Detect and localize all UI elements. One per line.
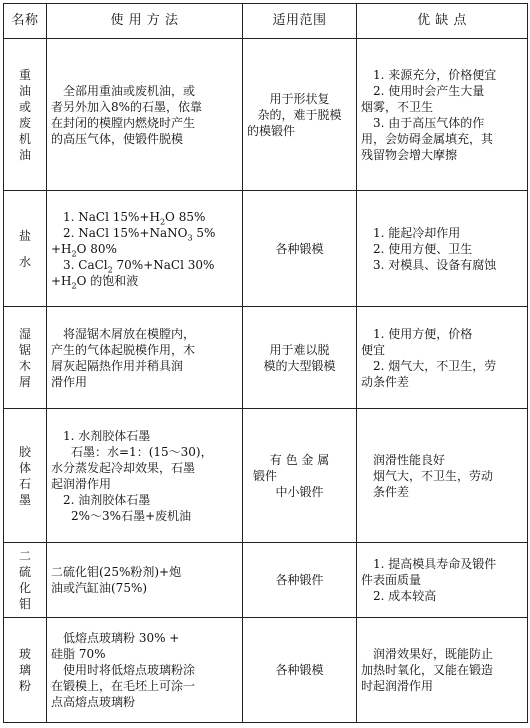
header-name: 名称 — [4, 4, 47, 39]
table-row — [4, 543, 528, 618]
usage-method: 二硫化钼(25%粉剂)+炮 油或汽缸油(75%) — [47, 543, 243, 618]
usage-method: 1. 水剂胶体石墨 石墨：水=1：(15～30)， 水分蒸发起冷却效果，石墨 起润滑作用 2. 油剂胶体石墨 2%～3%石墨+废机油 — [47, 409, 243, 543]
usage-method: 全部用重油或废机油，或 者另外加入8%的石墨，依靠 在封闭的模膛内燃烧时产生 的高压气体，使锻件脱模 — [47, 39, 243, 191]
table-row — [4, 618, 528, 723]
pros-cons: 润滑效果好，既能防止 加热时氧化，又能在锻造 时起润滑作用 — [357, 618, 528, 723]
application-scope: 用于形状复 杂的，难于脱模 的模锻件 — [243, 39, 357, 191]
table-row — [4, 191, 528, 307]
usage-method: 低熔点玻璃粉 30% + 硅脂 70% 使用时将低熔点玻璃粉涂 在锻模上，在毛坯上可涂一 点高熔点玻璃粉 — [47, 618, 243, 723]
application-scope: 有 色 金 属 锻件 中小锻件 — [243, 409, 357, 543]
usage-method: 将湿锯木屑放在模膛内， 产生的气体起脱模作用，木 屑灰起隔热作用并稍具润 滑作用 — [47, 307, 243, 409]
application-scope: 各种锻件 — [243, 543, 357, 618]
pros-cons: 1. 提高模具寿命及锻件 件表面质量 2. 成本较高 — [357, 543, 528, 618]
header-scope: 适用范围 — [243, 4, 357, 39]
usage-method: 1. NaCl $15\%+H_2O$ 85% 2. NaCl 15%+NaNO$_3$ 5% $+H_2O$ 80% 3. CaCl$_2$ 70%+NaCl 30% $+H_2O$ 的饱和液 — [47, 191, 243, 307]
table-row — [4, 39, 528, 191]
table-row — [4, 409, 528, 543]
lubricant-name: 盐 水 — [4, 191, 47, 307]
lubricant-name: 胶 体 石 墨 — [4, 409, 47, 543]
pros-cons: 1. 来源充分，价格便宜 2. 使用时会产生大量 烟雾，不卫生 3. 由于高压气体的作 用，会妨碍金属填充，其 残留物会增大摩擦 — [357, 39, 528, 191]
header-row — [4, 4, 528, 39]
application-scope: 用于难以脱 模的大型锻模 — [243, 307, 357, 409]
pros-cons: 1. 使用方便，价格 便宜 2. 烟气大，不卫生，劳 动条件差 — [357, 307, 528, 409]
header-pros-cons: 优 缺 点 — [357, 4, 528, 39]
pros-cons: 1. 能起冷却作用 2. 使用方便、卫生 3. 对模具、设备有腐蚀 — [357, 191, 528, 307]
lubricant-name: 湿 锯 木 屑 — [4, 307, 47, 409]
lubricant-name: 玻 璃 粉 — [4, 618, 47, 723]
table-row — [4, 307, 528, 409]
application-scope: 各种锻模 — [243, 618, 357, 723]
pros-cons: 润滑性能良好 烟气大，不卫生，劳动 条件差 — [357, 409, 528, 543]
lubricant-name: 重 油 或 废 机 油 — [4, 39, 47, 191]
header-method: 使 用 方 法 — [47, 4, 243, 39]
lubricant-name: 二 硫 化 钼 — [4, 543, 47, 618]
lubricant-table — [3, 3, 528, 723]
application-scope: 各种锻模 — [243, 191, 357, 307]
